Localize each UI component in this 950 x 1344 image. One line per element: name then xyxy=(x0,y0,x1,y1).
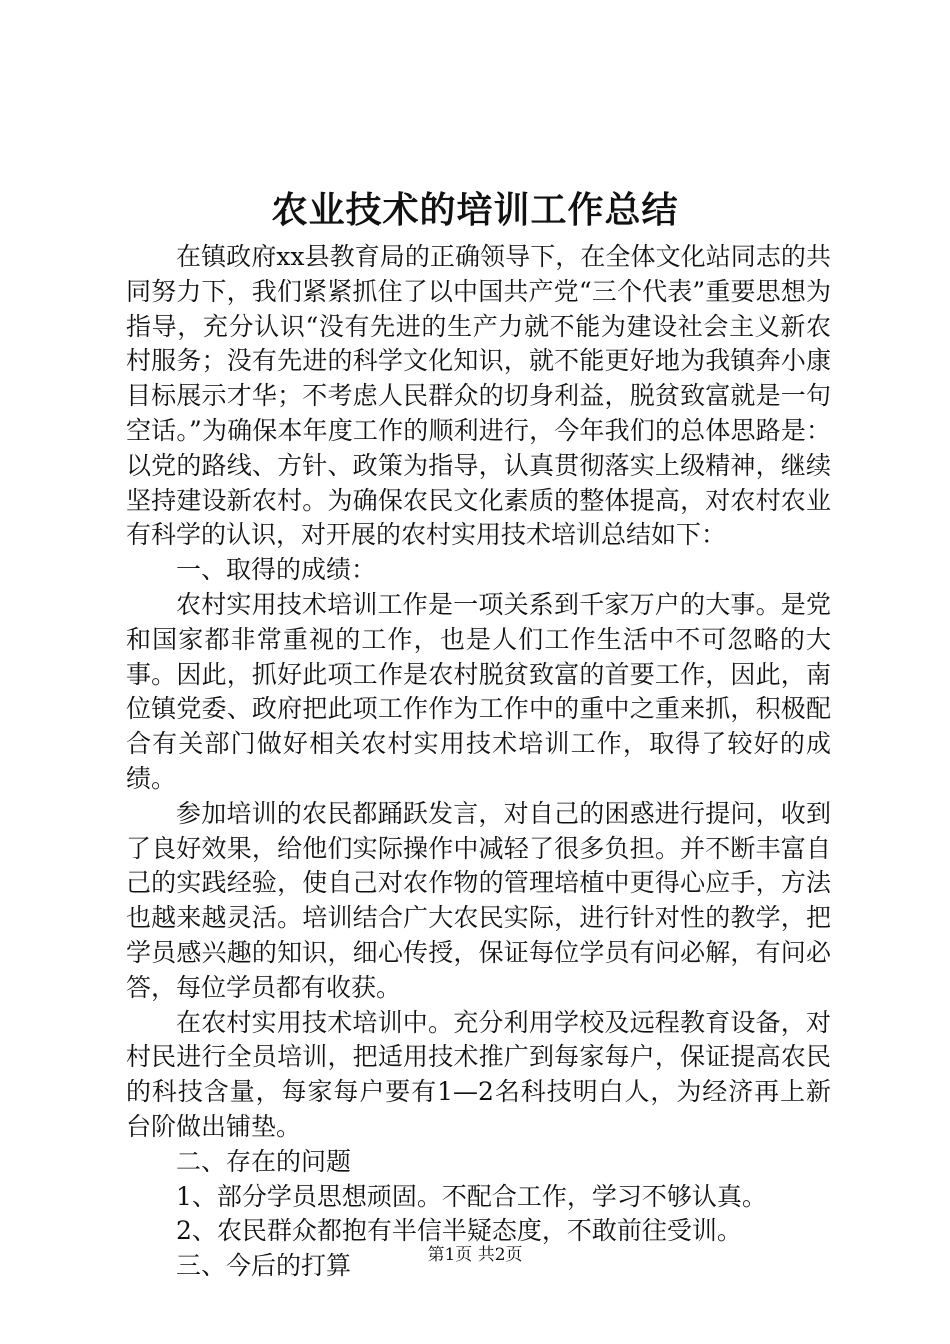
section-heading-problems: 二、存在的问题 xyxy=(176,1146,352,1176)
paragraph-achievements-2: 参加培训的农民都踊跃发言，对自己的困惑进行提问，收到了良好效果，给他们实际操作中减轻了很多负担。并不断丰富自己的实践经验，使自己对农作物的管理培植中更得心应手，方法也越来越灵活。培训结合广大农民实际，进行针对性的教学，把学员感兴趣的知识，细心传授，保证每位学员有问必解，有问必答，每位学员都有收获。 xyxy=(126,798,831,1002)
section-heading-plans: 三、今后的打算 xyxy=(176,1251,352,1281)
page-footer xyxy=(0,1244,950,1266)
document-title: 农业技术的培训工作总结 xyxy=(271,189,679,231)
section-heading-achievements: 一、取得的成绩： xyxy=(176,555,377,585)
problem-item-1: 1、部分学员思想顽固。不配合工作，学习不够认真。 xyxy=(176,1181,767,1211)
paragraph-achievements-3: 在农村实用技术培训中。充分利用学校及远程教育设备，对村民进行全员培训，把适用技术推广到每家每户，保证提高农民的科技含量，每家每户要有1—2名科技明白人，为经济再上新台阶做出铺垫。 xyxy=(126,1007,831,1141)
page-number-label: 第1页 共2页 xyxy=(427,1245,523,1265)
paragraph-intro: 在镇政府xx县教育局的正确领导下，在全体文化站同志的共同努力下，我们紧紧抓住了以中国共产党“三个代表”重要思想为指导，充分认识“没有先进的生产力就不能为建设社会主义新农村服务；没有先进的科学文化知识，就不能更好地为我镇奔小康目标展示才华；不考虑人民群众的切身利益，脱贫致富就是一句空话。”为确保本年度工作的顺利进行，今年我们的总体思路是：以党的路线、方针、政策为指导，认真贯彻落实上级精神，继续坚持建设新农村。为确保农民文化素质的整体提高，对农村农业有科学的认识，对开展的农村实用技术培训总结如下： xyxy=(126,242,831,550)
document-body xyxy=(126,240,831,1284)
paragraph-achievements-1: 农村实用技术培训工作是一项关系到千家万户的大事。是党和国家都非常重视的工作，也是人们工作生活中不可忽略的大事。因此，抓好此项工作是农村脱贫致富的首要工作，因此，南位镇党委、政府把此项工作作为工作中的重中之重来抓，积极配合有关部门做好相关农村实用技术培训工作，取得了较好的成绩。 xyxy=(126,589,831,793)
problem-item-2: 2、农民群众都抱有半信半疑态度，不敢前往受训。 xyxy=(176,1216,742,1246)
